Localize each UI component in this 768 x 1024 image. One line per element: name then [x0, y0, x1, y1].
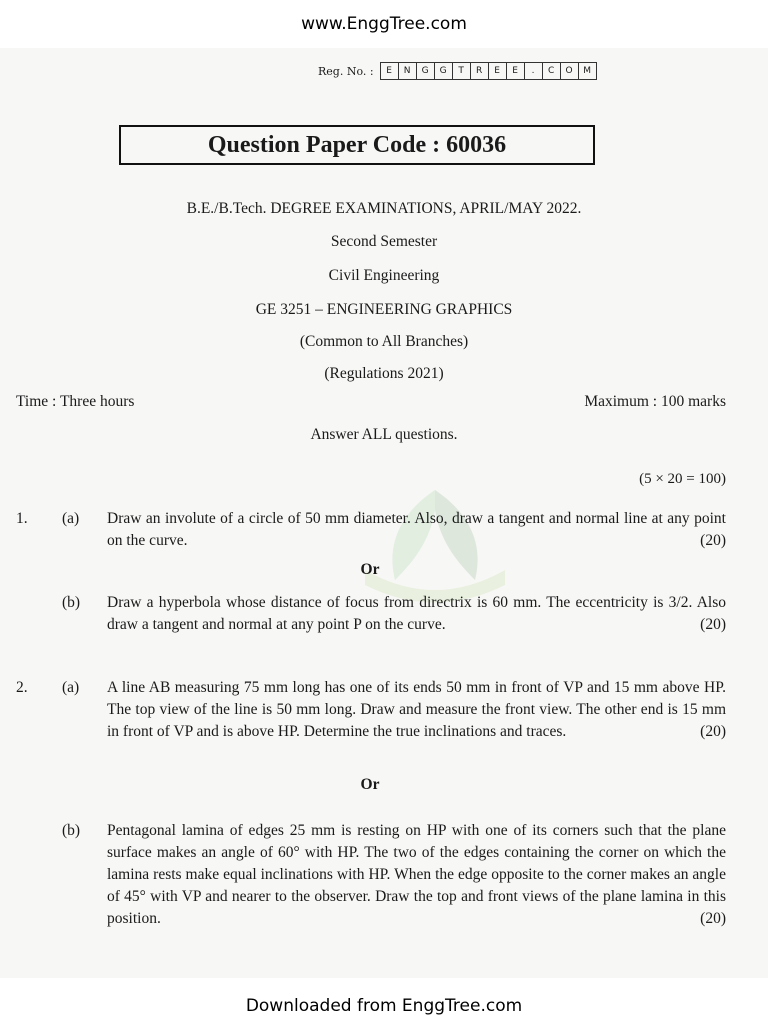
reg-no-box: E	[507, 63, 525, 79]
reg-no-box: E	[489, 63, 507, 79]
question-text	[107, 820, 726, 930]
common-to: (Common to All Branches)	[299, 333, 469, 350]
reg-no-box: C	[543, 63, 561, 79]
sub-question-label: (a)	[62, 510, 80, 527]
question-text	[107, 592, 726, 636]
marks-scheme: (5 × 20 = 100)	[639, 471, 726, 487]
instruction: Answer ALL questions.	[310, 426, 458, 443]
question-body: Pentagonal lamina of edges 25 mm is resting on HP with one of its corners such that the plane surface makes an angle of 60° with HP. The two of the edges containing the corner on which the lamina rests make equal inclinations with HP. When the edge opposite to the corner makes an angle of 45° with VP and nearer to the observer. Draw the top and front views of the plane lamina in this position.	[107, 822, 726, 927]
semester: Second Semester	[330, 233, 438, 250]
question-text	[107, 677, 726, 743]
reg-no-box: O	[561, 63, 579, 79]
reg-no-boxes	[380, 62, 597, 80]
sub-question-label: (b)	[62, 822, 81, 839]
question-number: 1.	[16, 510, 28, 527]
reg-no-box: G	[435, 63, 453, 79]
time-label: Time : Three hours	[16, 393, 135, 410]
reg-no-label: Reg. No. :	[318, 64, 374, 78]
question-number: 2.	[16, 679, 28, 696]
reg-no-box: M	[583, 66, 591, 76]
question-marks: (20)	[700, 723, 726, 740]
reg-no-box: N	[399, 63, 417, 79]
max-marks-label: Maximum : 100 marks	[584, 393, 726, 410]
reg-no-box: .	[525, 63, 543, 79]
or-separator: Or	[360, 776, 380, 793]
sub-question-label: (a)	[62, 679, 80, 696]
reg-no-field	[318, 62, 597, 80]
sub-question-label: (b)	[62, 594, 81, 611]
header-url[interactable]: www.EnggTree.com	[301, 14, 467, 34]
question-body: Draw an involute of a circle of 50 mm diameter. Also, draw a tangent and normal line at any point on the curve.	[107, 510, 726, 549]
degree-line: B.E./B.Tech. DEGREE EXAMINATIONS, APRIL/MAY 2022.	[186, 200, 582, 217]
question-body: A line AB measuring 75 mm long has one of its ends 50 mm in front of VP and 15 mm above HP. The top view of the line is 50 mm long. Draw and measure the front view. The other end is 15 mm in front of VP and is above HP. Determine the true inclinations and traces.	[107, 679, 726, 740]
reg-no-box: G	[417, 63, 435, 79]
reg-no-box: E	[381, 63, 399, 79]
question-paper-code: Question Paper Code : 60036	[119, 125, 595, 165]
reg-no-box: R	[471, 63, 489, 79]
question-body: Draw a hyperbola whose distance of focus from directrix is 60 mm. The eccentricity is 3/2. Also draw a tangent and normal at any point P on the curve.	[107, 594, 726, 633]
branch: Civil Engineering	[328, 267, 440, 284]
reg-no-box: T	[453, 63, 471, 79]
time-marks-row	[16, 393, 726, 411]
footer-download-link[interactable]: Downloaded from EnggTree.com	[245, 996, 523, 1016]
question-marks: (20)	[700, 616, 726, 633]
question-marks: (20)	[700, 910, 726, 927]
or-separator: Or	[360, 561, 380, 578]
question-marks: (20)	[700, 532, 726, 549]
question-text	[107, 508, 726, 552]
subject: GE 3251 – ENGINEERING GRAPHICS	[255, 301, 513, 318]
regulations: (Regulations 2021)	[324, 365, 444, 382]
